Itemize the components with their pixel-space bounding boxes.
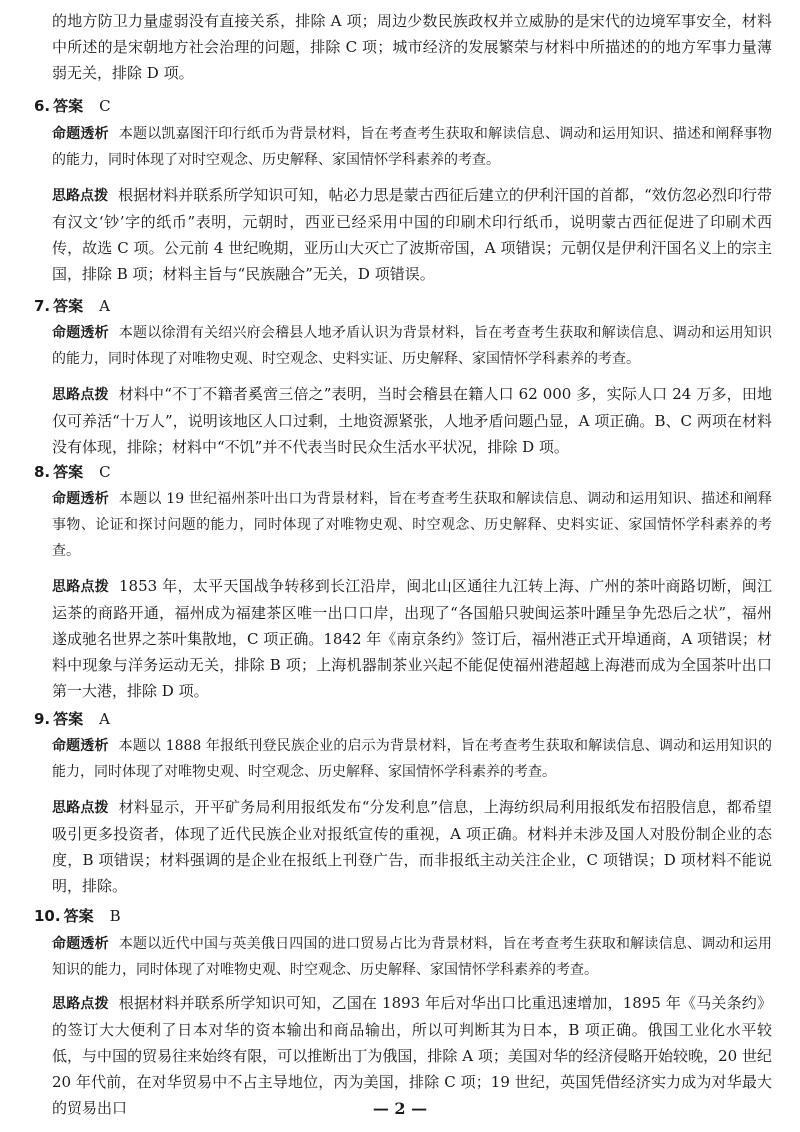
analysis-label: 命题透析 bbox=[52, 936, 109, 952]
question-number: 9. bbox=[34, 710, 51, 728]
answer-value: B bbox=[109, 907, 121, 925]
hint-text: 材料中“不丁不籍者奚啻三倍之”表明，当时会稽县在籍人口 62 000 多，实际人口 24 万多，田地仅可养活“十万人”，说明该地区人口过剩，土地资源紧张，人地矛盾问题凸显，A 项正确。B、C 两项在材料没有体现，排除；材料中“不饥”并不代表当时民众生活水平状况，排除 D 项。 bbox=[52, 385, 772, 456]
answer-value: A bbox=[99, 297, 110, 315]
question-6-header bbox=[34, 93, 111, 119]
hint-label: 思路点拨 bbox=[52, 579, 110, 595]
hint-label: 思路点拨 bbox=[52, 387, 109, 403]
question-9-header bbox=[34, 706, 110, 732]
question-9-hint bbox=[52, 794, 772, 899]
question-7-analysis bbox=[52, 320, 772, 372]
analysis-text: 本题以 19 世纪福州茶叶出口为背景材料，旨在考查考生获取和解读信息、调动和运用知识、描述和阐释事物、论证和探讨问题的能力，同时体现了对唯物史观、时空观念、历史解释、史料实证、家国情怀学科素养的考查。 bbox=[52, 491, 772, 559]
question-number: 8. bbox=[34, 463, 51, 481]
intro-paragraph: 的地方防卫力量虚弱没有直接关系，排除 A 项；周边少数民族政权并立威胁的是宋代的边境军事安全，材料中所述的是宋朝地方社会治理的问题，排除 C 项；城市经济的发展繁荣与材料中所描述的的地方军事力量薄弱无关，排除 D 项。 bbox=[52, 12, 772, 82]
question-10-analysis bbox=[52, 931, 772, 983]
hint-text: 1853 年，太平天国战争转移到长江沿岸，闽北山区通往九江转上海、广州的茶叶商路切断，闽江运茶的商路开通，福州成为福建茶区唯一出口口岸，出现了“各国船只驶闽运茶叶踵呈争先恐后之状”，福州遂成驰名世界之茶叶集散地，C 项正确。1842 年《南京条约》签订后，福州港正式开埠通商，A 项错误；材料中现象与洋务运动无关，排除 B 项；上海机器制茶业兴起不能促使福州港超越上海港而成为全国茶叶出口第一大港，排除 D 项。 bbox=[52, 577, 773, 700]
question-7-hint bbox=[52, 381, 772, 460]
question-number: 7. bbox=[34, 297, 51, 315]
question-9-analysis bbox=[52, 733, 772, 785]
answer-label: 答案 bbox=[63, 907, 94, 925]
analysis-text: 本题以凯嘉图汗印行纸币为背景材料，旨在考查考生获取和解读信息、调动和运用知识、描述和阐释事物的能力，同时体现了对时空观念、历史解释、家国情怀学科素养的考查。 bbox=[52, 126, 773, 168]
answer-label: 答案 bbox=[53, 710, 84, 728]
question-8-analysis bbox=[52, 486, 772, 564]
hint-label: 思路点拨 bbox=[52, 800, 109, 816]
answer-label: 答案 bbox=[53, 297, 84, 315]
analysis-label: 命题透析 bbox=[52, 126, 109, 142]
analysis-text: 本题以徐渭有关绍兴府会稽县人地矛盾认识为背景材料，旨在考查考生获取和解读信息、调动和运用知识的能力，同时体现了对唯物史观、时空观念、史料实证、历史解释、家国情怀学科素养的考查。 bbox=[52, 325, 773, 367]
answer-label: 答案 bbox=[53, 463, 84, 481]
analysis-label: 命题透析 bbox=[52, 325, 109, 341]
answer-label: 答案 bbox=[53, 97, 84, 115]
analysis-label: 命题透析 bbox=[52, 491, 109, 507]
answer-value: C bbox=[99, 463, 111, 481]
answer-value: C bbox=[99, 97, 111, 115]
question-8-header bbox=[34, 459, 111, 485]
question-7-header bbox=[34, 293, 110, 319]
hint-text: 根据材料并联系所学知识可知，帖必力思是蒙古西征后建立的伊利汗国的首都，“效仿忽必烈印行带有汉文‘钞’字的纸币”表明，元朝时，西亚已经采用中国的印刷术印行纸币，说明蒙古西征促进了印刷术西传，故选 C 项。公元前 4 世纪晚期，亚历山大灭亡了波斯帝国，A 项错误；元朝仅是伊利汗国名义上的宗主国，排除 B 项；材料主旨与“民族融合”无关，D 项错误。 bbox=[52, 186, 772, 283]
hint-label: 思路点拨 bbox=[52, 188, 109, 204]
question-8-hint bbox=[52, 573, 772, 704]
question-10-header bbox=[34, 903, 121, 929]
hint-text: 根据材料并联系所学知识可知，乙国在 1893 年后对华出口比重迅速增加，1895 年《马关条约》的签订大大便利了日本对华的资本输出和商品输出，所以可判断其为日本，B 项正确。俄国工业化水平较低，与中国的贸易往来始终有限，可以推断出丁为俄国，排除 A 项；美国对华的经济侵略开始较晚，20 世纪 20 年代前，在对华贸易中不占主导地位，丙为美国，排除 C 项；19 世纪，英国凭借经济实力成为对华最大的贸易出口 bbox=[52, 994, 773, 1117]
question-6-analysis bbox=[52, 121, 772, 173]
analysis-label: 命题透析 bbox=[52, 738, 109, 754]
question-6-hint bbox=[52, 182, 772, 287]
page-number: — 2 — bbox=[372, 1099, 428, 1118]
analysis-text: 本题以 1888 年报纸刊登民族企业的启示为背景材料，旨在考查考生获取和解读信息、调动和运用知识的能力，同时体现了对唯物史观、时空观念、历史解释、家国情怀学科素养的考查。 bbox=[52, 738, 772, 780]
hint-label: 思路点拨 bbox=[52, 996, 109, 1012]
answer-value: A bbox=[99, 710, 110, 728]
question-number: 6. bbox=[34, 97, 51, 115]
question-number: 10. bbox=[34, 907, 61, 925]
hint-text: 材料显示，开平矿务局利用报纸发布“分发利息”信息，上海纺织局利用报纸发布招股信息，都希望吸引更多投资者，体现了近代民族企业对报纸宣传的重视，A 项正确。材料并未涉及国人对股份制企业的态度，B 项错误；材料强调的是企业在报纸上刊登广告，而非报纸主动关注企业，C 项错误；D 项材料不能说明，排除。 bbox=[52, 798, 773, 895]
analysis-text: 本题以近代中国与英美俄日四国的进口贸易占比为背景材料，旨在考查考生获取和解读信息、调动和运用知识的能力，同时体现了对唯物史观、时空观念、历史解释、家国情怀学科素养的考查。 bbox=[52, 936, 773, 978]
